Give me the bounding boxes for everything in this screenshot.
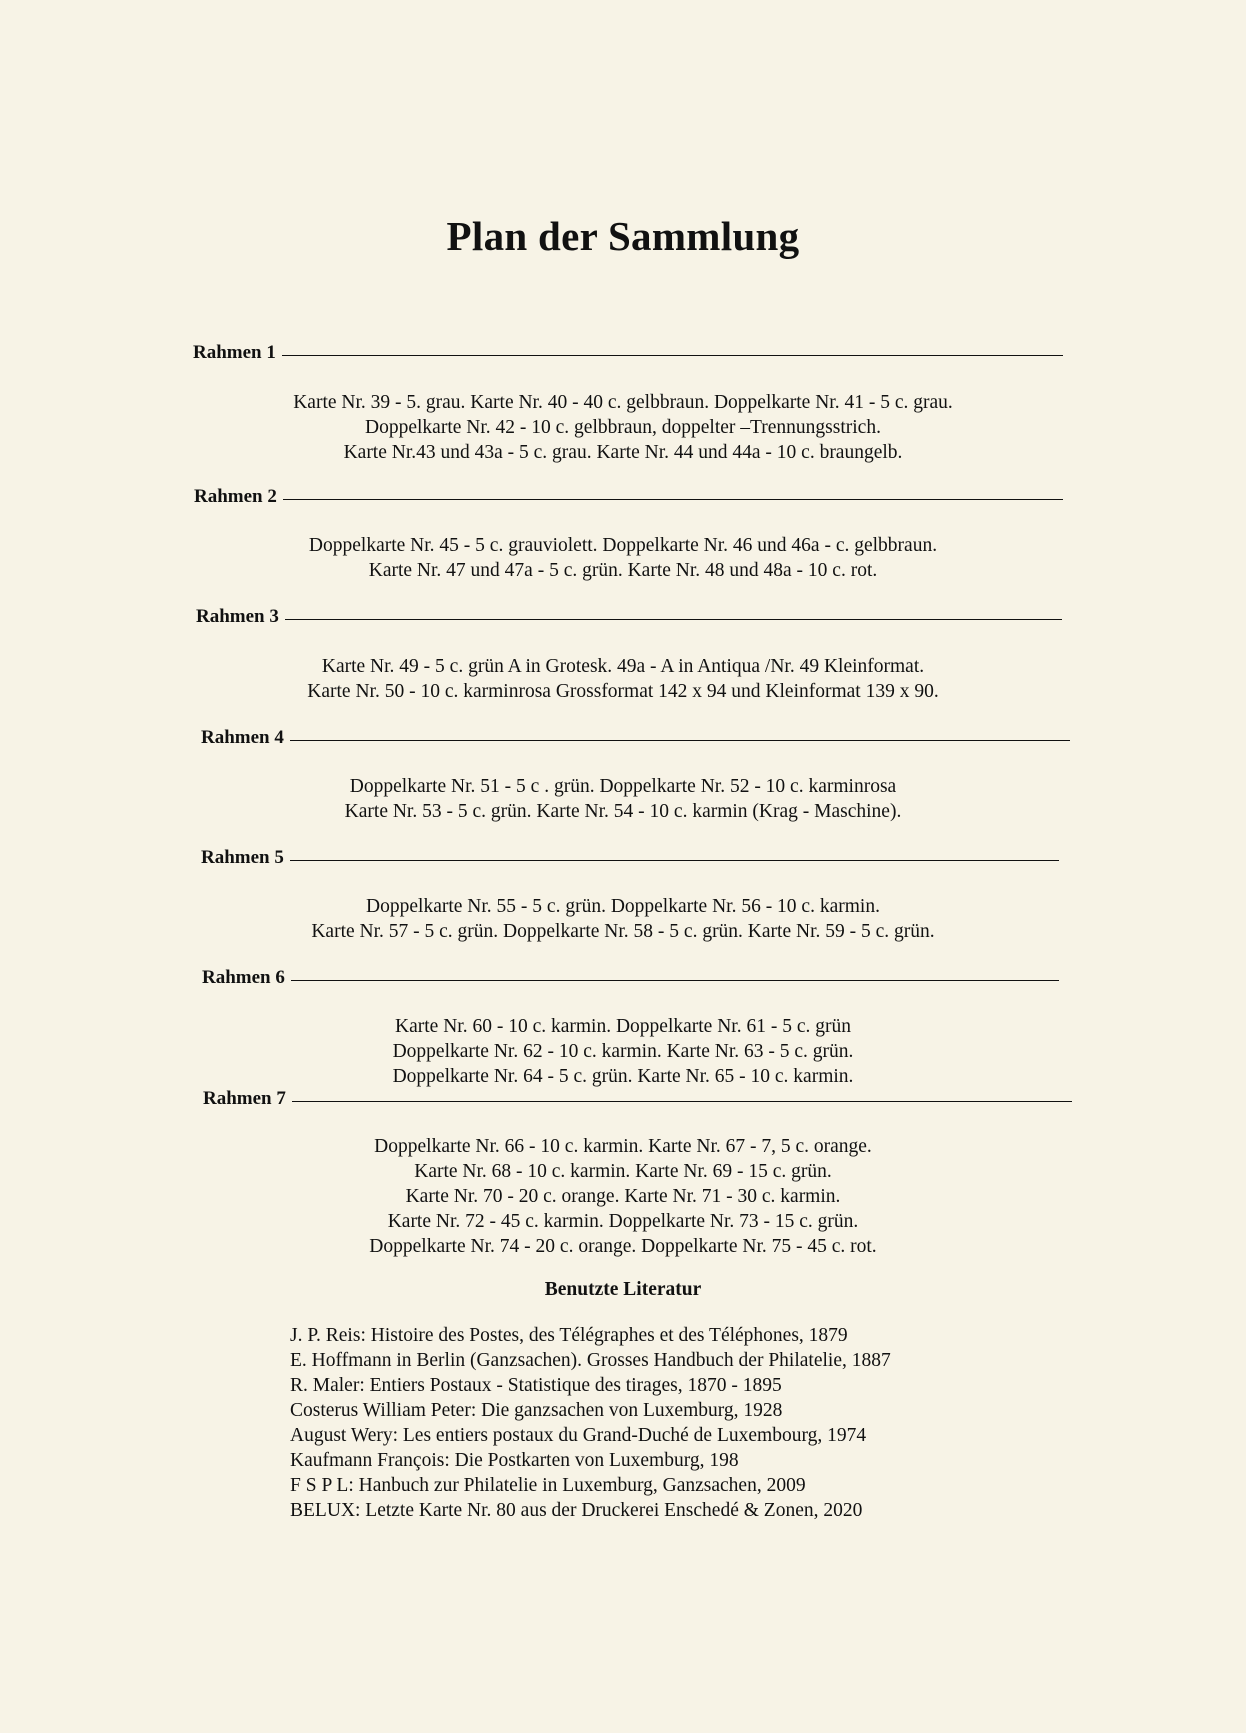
- divider: [285, 619, 1062, 620]
- frame-label: Rahmen 4: [201, 727, 284, 748]
- list-item: Doppelkarte Nr. 74 - 20 c. orange. Doppelkarte Nr. 75 - 45 c. rot.: [369, 1236, 877, 1257]
- frame-heading-3: [196, 606, 1062, 628]
- list-item: Karte Nr.43 und 43a - 5 c. grau. Karte Nr. 44 und 44a - 10 c. braungelb.: [343, 442, 903, 463]
- list-item: Karte Nr. 53 - 5 c. grün. Karte Nr. 54 - 10 c. karmin (Krag - Maschine).: [344, 801, 902, 822]
- literature-item: E. Hoffmann in Berlin (Ganzsachen). Grosses Handbuch der Philatelie, 1887: [290, 1350, 891, 1371]
- frame-heading-4: [201, 727, 1070, 749]
- literature-list: [290, 1323, 1090, 1523]
- divider: [290, 860, 1059, 861]
- list-item: Karte Nr. 39 - 5. grau. Karte Nr. 40 - 40 c. gelbbraun. Doppelkarte Nr. 41 - 5 c. grau.: [293, 392, 953, 413]
- frame-label: Rahmen 3: [196, 606, 279, 627]
- frame-contents-5: [120, 894, 1126, 944]
- frame-contents-6: [120, 1014, 1126, 1089]
- list-item: Karte Nr. 50 - 10 c. karminrosa Grossformat 142 x 94 und Kleinformat 139 x 90.: [307, 681, 939, 702]
- frame-heading-6: [202, 967, 1059, 989]
- frame-heading-5: [201, 847, 1059, 869]
- list-item: Doppelkarte Nr. 45 - 5 c. grauviolett. Doppelkarte Nr. 46 und 46a - c. gelbbraun.: [308, 535, 938, 556]
- list-item: Karte Nr. 60 - 10 c. karmin. Doppelkarte Nr. 61 - 5 c. grün: [395, 1016, 851, 1037]
- frame-contents-1: [120, 390, 1126, 465]
- literature-item: J. P. Reis: Histoire des Postes, des Télégraphes et des Téléphones, 1879: [290, 1325, 848, 1346]
- list-item: Karte Nr. 49 - 5 c. grün A in Grotesk. 49a - A in Antiqua /Nr. 49 Kleinformat.: [321, 656, 925, 677]
- frame-label: Rahmen 2: [194, 486, 277, 507]
- frame-contents-3: [120, 654, 1126, 704]
- list-item: Doppelkarte Nr. 55 - 5 c. grün. Doppelkarte Nr. 56 - 10 c. karmin.: [366, 896, 880, 917]
- divider: [282, 355, 1063, 356]
- frame-heading-1: [193, 342, 1063, 364]
- frame-label: Rahmen 1: [193, 342, 276, 363]
- frame-label: Rahmen 5: [201, 847, 284, 868]
- frame-label: Rahmen 7: [203, 1088, 286, 1109]
- list-item: Doppelkarte Nr. 62 - 10 c. karmin. Karte Nr. 63 - 5 c. grün.: [392, 1041, 854, 1062]
- literature-item: Kaufmann François: Die Postkarten von Luxemburg, 198: [290, 1450, 739, 1471]
- literature-item: F S P L: Hanbuch zur Philatelie in Luxemburg, Ganzsachen, 2009: [290, 1475, 806, 1496]
- list-item: Doppelkarte Nr. 64 - 5 c. grün. Karte Nr. 65 - 10 c. karmin.: [392, 1066, 854, 1087]
- literature-item: Costerus William Peter: Die ganzsachen von Luxemburg, 1928: [290, 1400, 783, 1421]
- literature-item: August Wery: Les entiers postaux du Grand-Duché de Luxembourg, 1974: [290, 1425, 867, 1446]
- frame-contents-2: [120, 533, 1126, 583]
- list-item: Doppelkarte Nr. 51 - 5 c . grün. Doppelkarte Nr. 52 - 10 c. karminrosa: [349, 776, 897, 797]
- frame-heading-2: [194, 486, 1063, 508]
- list-item: Karte Nr. 72 - 45 c. karmin. Doppelkarte Nr. 73 - 15 c. grün.: [387, 1211, 859, 1232]
- divider: [290, 740, 1070, 741]
- list-item: Doppelkarte Nr. 42 - 10 c. gelbbraun, doppelter –Trennungsstrich.: [365, 417, 881, 438]
- frame-label: Rahmen 6: [202, 967, 285, 988]
- list-item: Karte Nr. 47 und 47a - 5 c. grün. Karte Nr. 48 und 48a - 10 c. rot.: [368, 560, 878, 581]
- list-item: Karte Nr. 68 - 10 c. karmin. Karte Nr. 69 - 15 c. grün.: [414, 1161, 832, 1182]
- literature-heading: Benutzte Literatur: [544, 1279, 702, 1300]
- list-item: Doppelkarte Nr. 66 - 10 c. karmin. Karte Nr. 67 - 7, 5 c. orange.: [374, 1136, 872, 1157]
- divider: [291, 980, 1059, 981]
- literature-item: BELUX: Letzte Karte Nr. 80 aus der Druckerei Enschedé & Zonen, 2020: [290, 1500, 863, 1521]
- literature-item: R. Maler: Entiers Postaux - Statistique des tirages, 1870 - 1895: [290, 1375, 782, 1396]
- frame-heading-7: [203, 1088, 1072, 1110]
- frame-contents-4: [120, 774, 1126, 824]
- list-item: Karte Nr. 70 - 20 c. orange. Karte Nr. 71 - 30 c. karmin.: [405, 1186, 841, 1207]
- divider: [292, 1101, 1072, 1102]
- page-title: Plan der Sammlung: [446, 213, 800, 259]
- divider: [283, 499, 1063, 500]
- list-item: Karte Nr. 57 - 5 c. grün. Doppelkarte Nr. 58 - 5 c. grün. Karte Nr. 59 - 5 c. grün.: [311, 921, 935, 942]
- frame-contents-7: [120, 1134, 1126, 1259]
